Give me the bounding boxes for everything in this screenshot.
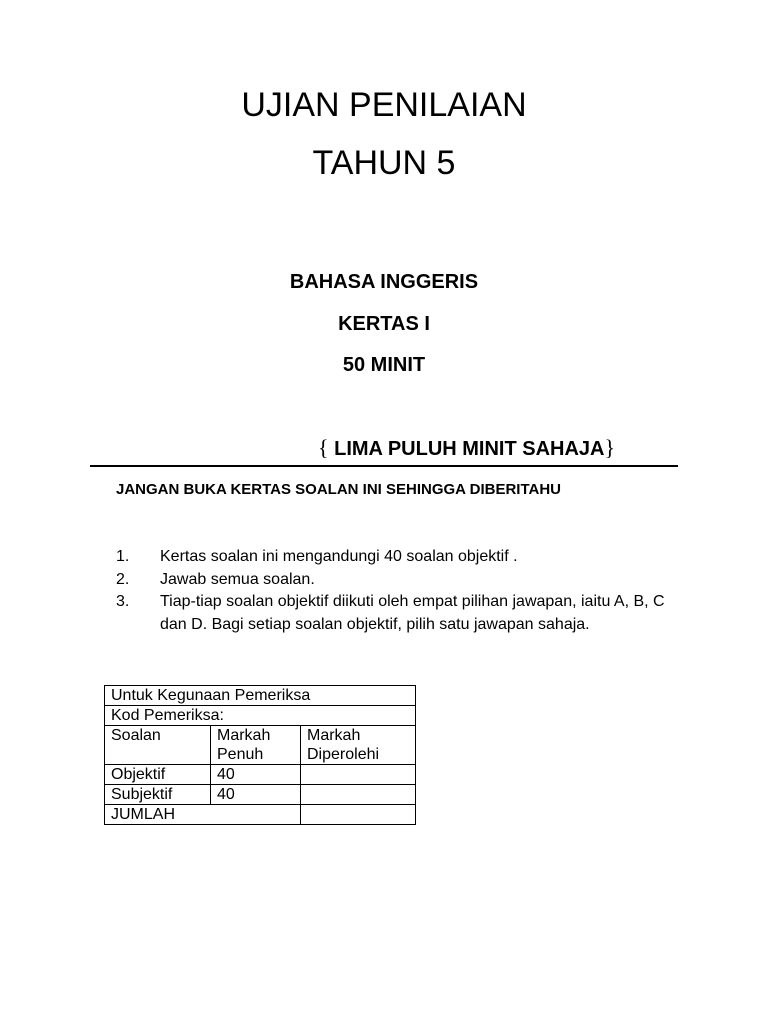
total-marks-cell	[301, 805, 416, 825]
header-markah-penuh: Markah Penuh	[211, 726, 301, 765]
row-label: Objektif	[105, 765, 211, 785]
divider-line	[90, 465, 678, 467]
exam-time: 50 MINIT	[342, 354, 426, 376]
exam-title: UJIAN PENILAIAN	[241, 86, 527, 124]
full-marks-cell: 40	[211, 765, 301, 785]
table-row	[105, 785, 416, 805]
instructions-list	[116, 546, 686, 636]
instruction-number: 2.	[116, 570, 130, 588]
examiner-code-row	[105, 706, 416, 726]
duration-open-brace: {	[318, 435, 329, 460]
header-soalan: Soalan	[105, 726, 211, 765]
instruction-item	[116, 591, 686, 636]
warning-notice: JANGAN BUKA KERTAS SOALAN INI SEHINGGA DIBERITAHU	[116, 481, 562, 498]
table-title: Untuk Kegunaan Pemeriksa	[105, 686, 416, 706]
duration-close-brace: }	[604, 435, 616, 460]
table-row	[105, 765, 416, 785]
obtained-marks-cell	[301, 765, 416, 785]
duration-note	[318, 435, 615, 461]
row-label: Subjektif	[105, 785, 211, 805]
table-title-row	[105, 686, 416, 706]
instruction-text: Tiap-tiap soalan objektif diikuti oleh empat pilihan jawapan, iaitu A, B, C dan D. Bagi setiap soalan objektif, pilih satu jawapan sahaja.	[160, 593, 665, 633]
instruction-text: Kertas soalan ini mengandungi 40 soalan objektif .	[160, 548, 518, 565]
examiner-code-label: Kod Pemeriksa:	[105, 706, 416, 726]
instruction-item	[116, 569, 686, 592]
total-row	[105, 805, 416, 825]
examiner-marks-table	[104, 685, 416, 825]
table-header-row	[105, 726, 416, 765]
exam-year: TAHUN 5	[312, 144, 456, 182]
obtained-marks-cell	[301, 785, 416, 805]
instruction-number: 3.	[116, 593, 130, 610]
header-markah-diperolehi: Markah Diperolehi	[301, 726, 416, 765]
total-label: JUMLAH	[105, 805, 301, 825]
instruction-item	[116, 546, 686, 569]
full-marks-cell: 40	[211, 785, 301, 805]
paper-number: KERTAS I	[338, 313, 430, 335]
instruction-number: 1.	[116, 548, 130, 565]
subject-name: BAHASA INGGERIS	[289, 271, 479, 293]
duration-text: LIMA PULUH MINIT SAHAJA	[334, 438, 605, 460]
instruction-text: Jawab semua soalan.	[160, 570, 315, 588]
